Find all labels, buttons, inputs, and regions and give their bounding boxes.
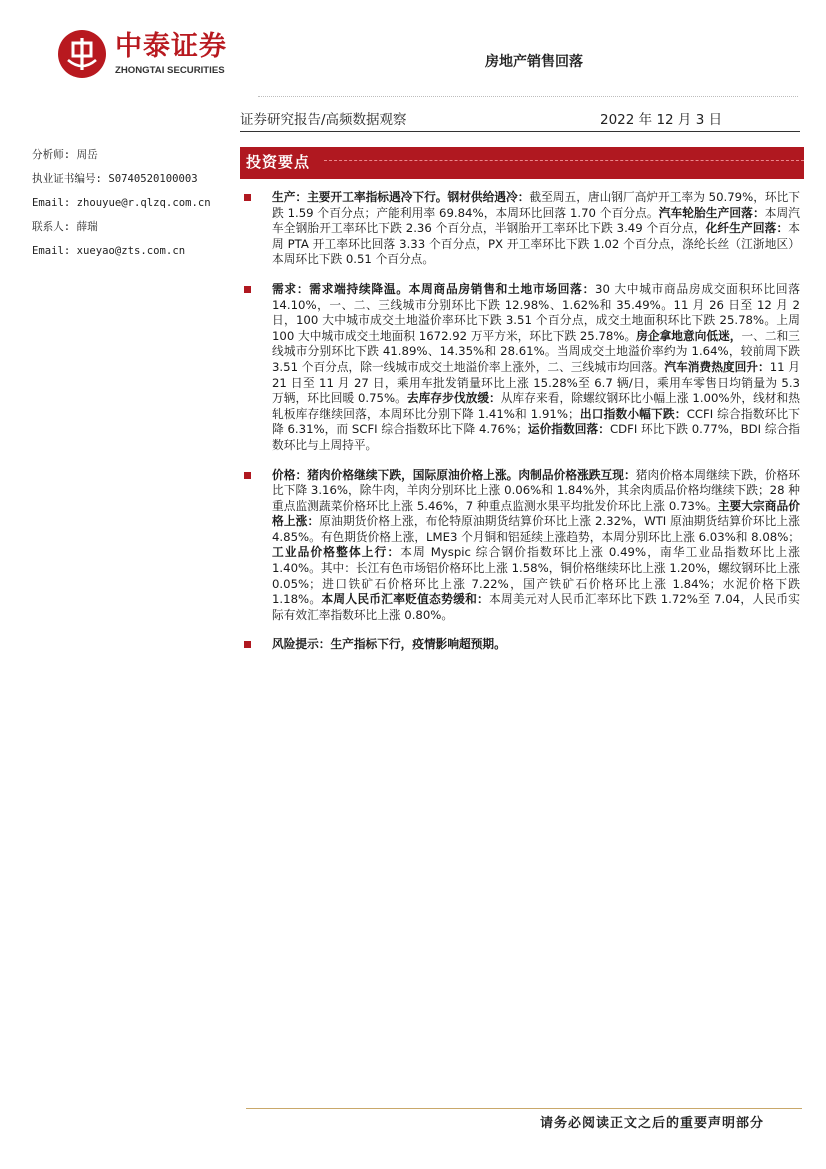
company-logo: [58, 30, 248, 80]
paragraph-text: 本周 PTA 开工率环比回落 3.33 个百分点，PX 开工率环比下跌 1.02 个百分点，涤纶长丝（江浙地区）本周环比下跌 0.51 个百分点。: [272, 221, 800, 267]
paragraph-heading: 房企拿地意向低迷，: [636, 328, 742, 343]
contact-name: 联系人: 薛瑞: [32, 221, 98, 233]
header-rule: [240, 131, 800, 132]
document-title: 房地产销售回落: [485, 54, 583, 70]
bullet-paragraph: [244, 190, 800, 268]
paragraph-heading: 汽车轮胎生产回落：: [658, 205, 765, 220]
contact-email[interactable]: Email: xueyao@zts.com.cn: [32, 245, 186, 257]
header-divider: [258, 96, 798, 97]
paragraph-text: 截至周五，唐山钢厂高炉开工率为 50.79%，环比下跌 1.59 个百分点；产能利用率 69.84%，本周环比回落 1.70 个百分点。: [272, 190, 800, 220]
bullet-square-icon: [244, 286, 251, 293]
paragraph-text: CCFI 综合指数环比下降 6.31%，而 SCFI 综合指数环比下降 4.76%；: [272, 406, 800, 437]
paragraph-text: 本周 Myspic 综合钢价指数环比上涨 0.49%，南华工业品指数环比上涨 1.40%。其中：长江有色市场铝价格环比上涨 1.58%，铜价格继续环比上涨 1.20%，螺纹钢环比上涨 0.05%；进口铁矿石价格环比上涨 7.22%，国产铁矿石价格环比上涨 1.84%；水泥价格下跌 1.18%。: [272, 545, 800, 607]
paragraph-heading: 风险提示：生产指标下行，疫情影响超预期。: [272, 637, 506, 652]
report-date: 2022 年 12 月 3 日: [600, 112, 723, 128]
band-decoration: [324, 160, 804, 161]
paragraph-heading: 价格：猪肉价格继续下跌，国际原油价格上涨。肉制品价格涨跌互现：: [272, 467, 636, 482]
section-tab: [240, 147, 318, 179]
paragraph-heading: 需求：需求端持续降温。本周商品房销售和土地市场回落：: [272, 281, 596, 296]
paragraph-heading: 工业品价格整体上行：: [272, 545, 401, 560]
paragraph-heading: 出口指数小幅下跌：: [579, 406, 687, 421]
key-points-content: [244, 190, 800, 667]
bullet-paragraph: [244, 637, 800, 653]
paragraph-heading: 化纤生产回落：: [705, 221, 789, 236]
bullet-paragraph: [244, 282, 800, 454]
bullet-square-icon: [244, 472, 251, 479]
footer-disclaimer: 请务必阅读正文之后的重要声明部分: [540, 1116, 765, 1131]
paragraph-text: CDFI 环比下跌 0.77%，BDI 综合指数环比与上周持平。: [272, 422, 800, 452]
logo-mark-icon: [58, 30, 106, 78]
paragraph-text: 11 月 21 日至 11 月 27 日，乘用车批发销量环比上涨 15.28%至 6.7 辆/日，乘用车零售日均销量为 5.3 万辆，环比回暖 0.75%。: [272, 359, 800, 406]
paragraph-heading: 运价指数回落：: [527, 422, 610, 437]
bullet-paragraph: [244, 468, 800, 624]
paragraph-text: 30 大中城市商品房成交面积环比回落 14.10%，一、二、三线城市分别环比下跌 12.98%、1.62%和 35.49%。11 月 26 日至 12 月 2 日，100 大中城市成交土地溢价率环比下跌 3.51 个百分点，成交土地面积环比下跌 25.78%。上周 100 大中城市成交土地面积 1672.92 万平方米，环比下跌 25.78%。: [272, 281, 800, 343]
paragraph-text: 本周汽车全钢胎开工率环比下跌 2.36 个百分点，半钢胎开工率环比下跌 3.49 个百分点，: [272, 205, 800, 236]
paragraph-text: 从库存来看，除螺纹钢环比小幅上涨 1.00%外，线材和热轧板库存继续回落，本周环比分别下降 1.41%和 1.91%；: [272, 391, 800, 421]
analyst-name: 分析师: 周岳: [32, 149, 98, 161]
paragraph-heading: 去库存步伐放缓：: [406, 391, 501, 406]
paragraph-heading: 生产：主要开工率指标遇冷下行。钢材供给遇冷：: [272, 190, 530, 204]
report-type: 证券研究报告/高频数据观察: [240, 112, 407, 128]
bullet-square-icon: [244, 194, 251, 201]
footer-rule: [246, 1108, 802, 1109]
paragraph-text: 本周美元对人民币汇率环比下跌 1.72%至 7.04，人民币实际有效汇率指数环比上涨 0.80%。: [272, 592, 800, 622]
analyst-license: 执业证书编号: S0740520100003: [32, 173, 198, 185]
paragraph-heading: 本周人民币汇率贬值态势缓和：: [321, 592, 490, 607]
analyst-email[interactable]: Email: zhouyue@r.qlzq.com.cn: [32, 197, 211, 209]
logo-english-name: ZHONGTAI SECURITIES: [115, 65, 225, 76]
paragraph-text: 猪肉价格本周继续下跌，价格环比下降 3.16%，除牛肉，羊肉分别环比上涨 0.06%和 1.84%外，其余肉质品价格均继续下跌；28 种重点监测蔬菜价格环比上涨 5.46%，7 种重点监测水果平均批发价环比上涨 0.73%。: [272, 467, 800, 513]
paragraph-text: 原油期货价格上涨，布伦特原油期货结算价环比上涨 2.32%，WTI 原油期货结算价环比上涨 4.85%。有色期货价格上涨，LME3 个月铜和铝延续上涨趋势，本周分别环比上涨 6.03%和 8.08%；: [272, 514, 800, 544]
paragraph-heading: 汽车消费热度回升：: [664, 359, 770, 374]
section-title: 投资要点: [246, 153, 311, 171]
section-header-band: [240, 147, 804, 179]
bullet-square-icon: [244, 641, 251, 648]
analyst-sidebar: [32, 148, 237, 268]
paragraph-heading: 主要大宗商品价格上涨：: [272, 498, 800, 529]
logo-chinese-name: 中泰证券: [115, 31, 227, 62]
paragraph-text: 一、二和三线城市分别环比下跌 41.89%、14.35%和 28.61%。当周成交土地溢价率约为 1.64%，较前周下跌 3.51 个百分点，除一线城市成交土地溢价率上涨外，二、三线城市均回落。: [272, 328, 800, 374]
